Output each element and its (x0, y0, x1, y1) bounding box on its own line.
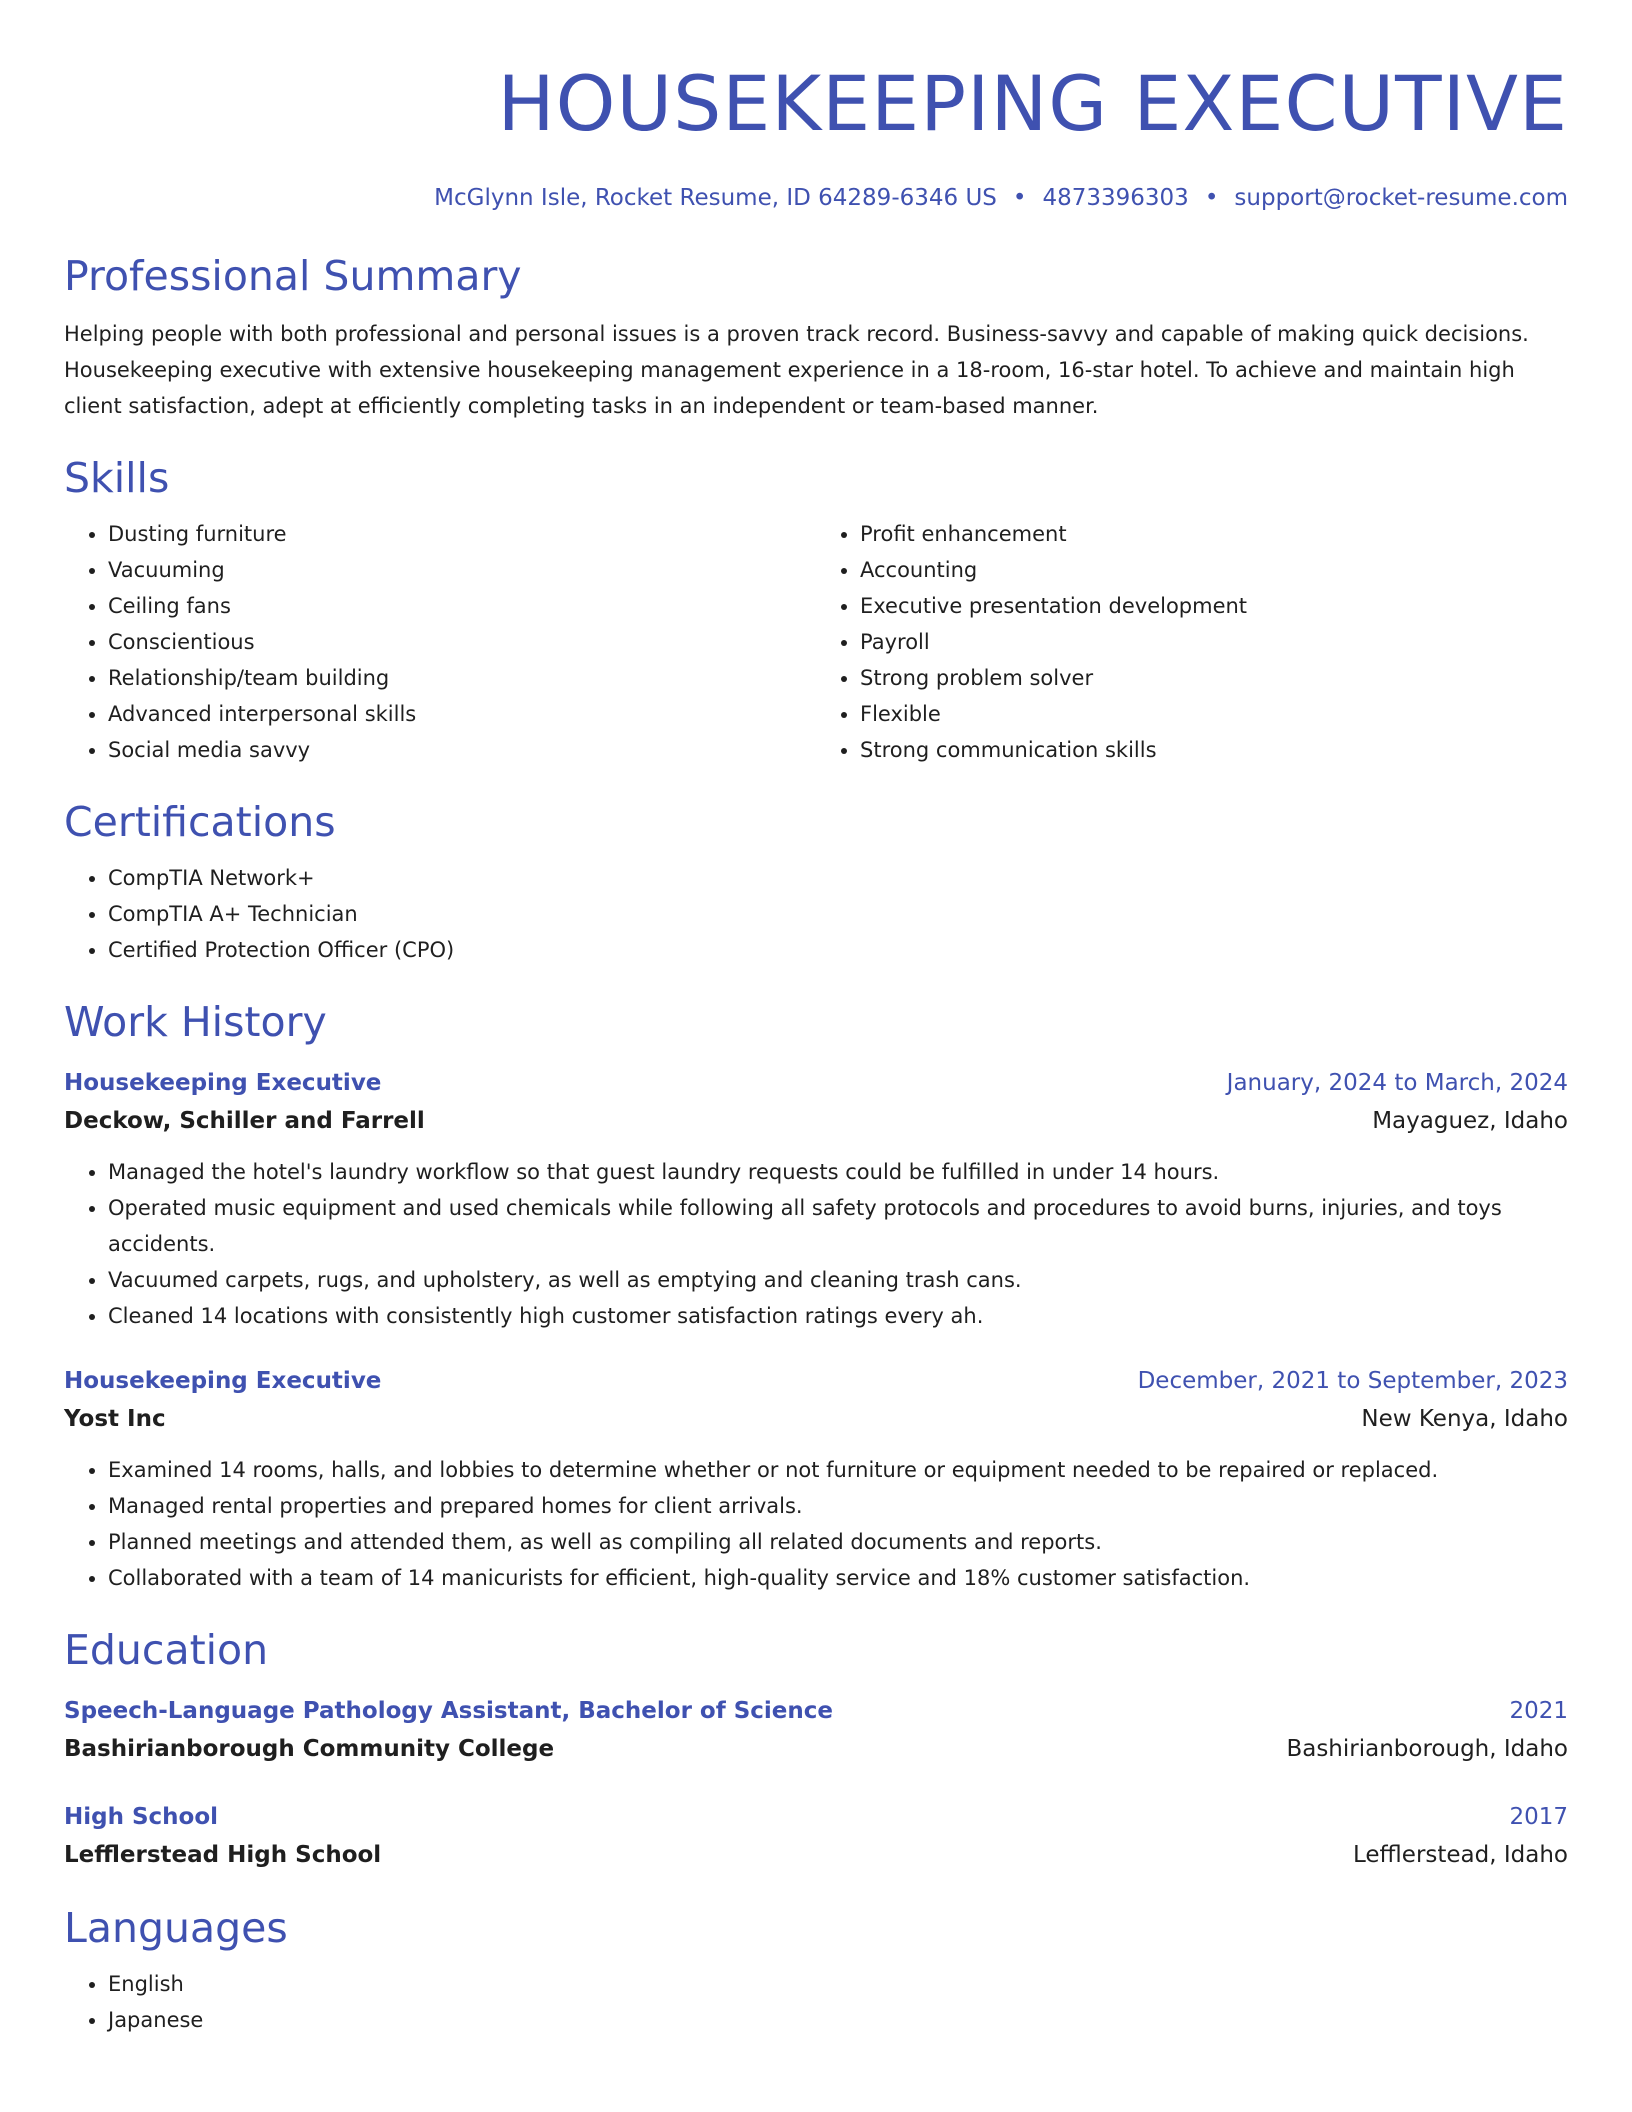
job-bullet: • Managed rental properties and prepared homes for client arrivals. (108, 1488, 1568, 1524)
certification-item: • CompTIA Network+ (108, 860, 1568, 896)
job-header-row (64, 1362, 1568, 1400)
contact-address: McGlynn Isle, Rocket Resume, ID 64289-6346 US (434, 185, 997, 211)
section-title-certifications: Certifications (64, 798, 336, 846)
language-item: • Japanese (108, 2002, 1568, 2038)
certifications-list (64, 860, 1568, 968)
contact-email[interactable]: support@rocket-resume.com (1234, 185, 1568, 211)
work-history-section (64, 994, 1568, 1596)
education-school-row (64, 1730, 1568, 1768)
skill-item: • Vacuuming (108, 552, 816, 588)
job-bullet: • Managed the hotel's laundry workflow so that guest laundry requests could be fulfilled in under 14 hours. (108, 1154, 1568, 1190)
education-header-row (64, 1692, 1568, 1730)
skill-item: • Strong problem solver (860, 660, 1568, 696)
skill-item: • Profit enhancement (860, 516, 1568, 552)
job-company-row (64, 1400, 1568, 1438)
skill-item: • Advanced interpersonal skills (108, 696, 816, 732)
education-year: 2017 (1509, 1804, 1568, 1830)
education-school: Bashirianborough Community College (64, 1736, 555, 1762)
job-entry (64, 1362, 1568, 1596)
skill-item: • Relationship/team building (108, 660, 816, 696)
skill-item: • Conscientious (108, 624, 816, 660)
job-title: Housekeeping Executive (64, 1070, 382, 1096)
education-section (64, 1622, 1568, 1874)
section-title-education: Education (64, 1626, 269, 1674)
contact-separator: • (1012, 185, 1027, 211)
skill-item: • Payroll (860, 624, 1568, 660)
education-year: 2021 (1509, 1698, 1568, 1724)
summary-text: Helping people with both professional and personal issues is a proven track record. Business-savvy and capable of making quick decisions. Housekeeping executive with extensive housekeeping management experience in a 18-room, 16-star hotel. To achieve and maintain high client satisfaction, adept at efficiently completing tasks in an independent or team-based manner. (64, 322, 1529, 418)
section-title-languages: Languages (64, 1904, 288, 1952)
resume-header (64, 48, 1568, 214)
candidate-name: HOUSEKEEPING EXECUTIVE (497, 59, 1568, 148)
job-company-row (64, 1102, 1568, 1140)
education-school-row (64, 1836, 1568, 1874)
job-location: New Kenya, Idaho (1361, 1406, 1568, 1432)
job-bullet: • Vacuumed carpets, rugs, and upholstery, as well as emptying and cleaning trash cans. (108, 1262, 1568, 1298)
education-location: Lefflerstead, Idaho (1353, 1842, 1568, 1868)
skill-item: • Accounting (860, 552, 1568, 588)
skills-section (64, 450, 1568, 768)
contact-line (64, 182, 1568, 214)
job-company: Yost Inc (64, 1406, 166, 1432)
education-entry (64, 1692, 1568, 1768)
job-dates: December, 2021 to September, 2023 (1137, 1368, 1568, 1394)
skill-item: • Dusting furniture (108, 516, 816, 552)
education-degree: Speech-Language Pathology Assistant, Bachelor of Science (64, 1698, 834, 1724)
job-bullets (64, 1452, 1568, 1596)
education-degree: High School (64, 1804, 219, 1830)
skills-list-right (816, 516, 1568, 768)
skill-item: • Strong communication skills (860, 732, 1568, 768)
section-title-summary: Professional Summary (64, 252, 522, 300)
skill-item: • Executive presentation development (860, 588, 1568, 624)
education-entry (64, 1798, 1568, 1874)
section-title-work-history: Work History (64, 998, 327, 1046)
job-bullet: • Collaborated with a team of 14 manicurists for efficient, high-quality service and 18% customer satisfaction. (108, 1560, 1568, 1596)
job-dates: January, 2024 to March, 2024 (1226, 1070, 1568, 1096)
skills-list-left (64, 516, 816, 768)
certifications-section (64, 794, 1568, 968)
education-school: Lefflerstead High School (64, 1842, 382, 1868)
section-title-skills: Skills (64, 454, 170, 502)
job-location: Mayaguez, Idaho (1372, 1108, 1568, 1134)
skill-item: • Ceiling fans (108, 588, 816, 624)
job-bullet: • Operated music equipment and used chemicals while following all safety protocols and procedures to avoid burns, injuries, and toys accidents. (108, 1190, 1568, 1262)
job-bullet: • Examined 14 rooms, halls, and lobbies to determine whether or not furniture or equipment needed to be repaired or replaced. (108, 1452, 1568, 1488)
education-location: Bashirianborough, Idaho (1286, 1736, 1568, 1762)
languages-section (64, 1900, 1568, 2038)
job-company: Deckow, Schiller and Farrell (64, 1108, 425, 1134)
languages-list (64, 1966, 1568, 2038)
certification-item: • CompTIA A+ Technician (108, 896, 1568, 932)
education-header-row (64, 1798, 1568, 1836)
language-item: • English (108, 1966, 1568, 2002)
job-bullets (64, 1154, 1568, 1334)
job-bullet: • Planned meetings and attended them, as well as compiling all related documents and reports. (108, 1524, 1568, 1560)
contact-separator: • (1204, 185, 1219, 211)
summary-section (64, 248, 1568, 424)
job-entry (64, 1064, 1568, 1334)
certification-item: • Certified Protection Officer (CPO) (108, 932, 1568, 968)
job-title: Housekeeping Executive (64, 1368, 382, 1394)
job-header-row (64, 1064, 1568, 1102)
job-bullet: • Cleaned 14 locations with consistently high customer satisfaction ratings every ah. (108, 1298, 1568, 1334)
contact-phone: 4873396303 (1042, 185, 1189, 211)
skill-item: • Flexible (860, 696, 1568, 732)
skills-columns (64, 506, 1568, 768)
skill-item: • Social media savvy (108, 732, 816, 768)
